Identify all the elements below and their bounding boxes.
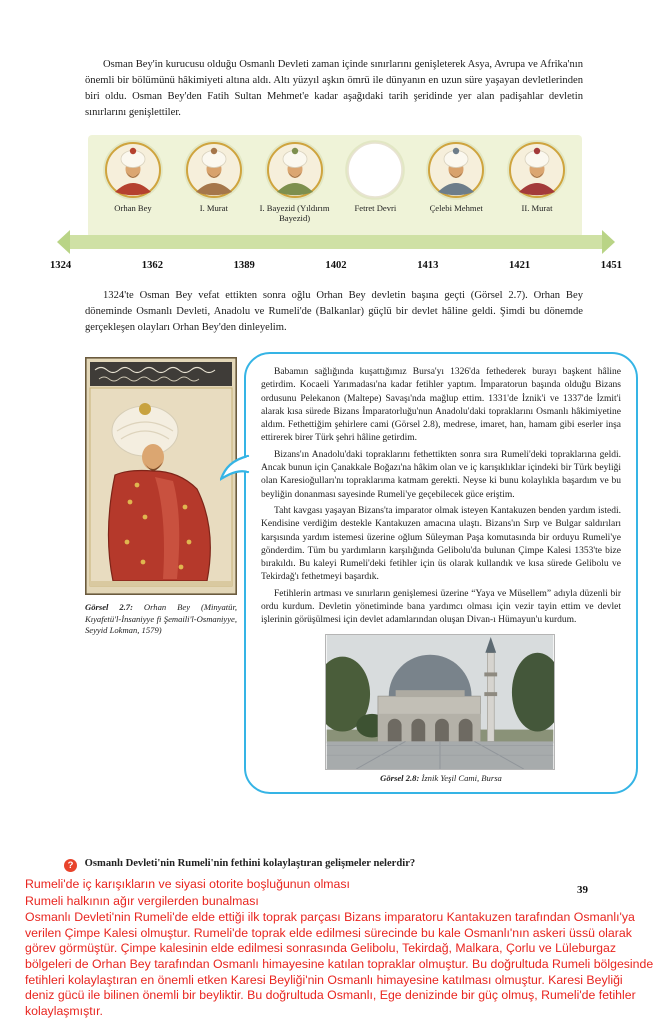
timeline-dates — [50, 260, 622, 271]
fetret-devri-empty-medallion-icon — [345, 140, 405, 200]
orhan-bey-miniature-image — [85, 357, 237, 595]
timeline-date: 1324 — [50, 260, 72, 271]
orhan-bey-miniature — [85, 357, 237, 637]
miniature-caption-text: Orhan Bey (Minyatür, Kıyafetü'l-İnsaniyye fi Şemaili'l-Osmaniyye, Seyyid Lokman, 1579) — [85, 602, 237, 636]
miniature-caption-label: Görsel 2.7: — [85, 602, 133, 612]
mosque-caption-text: İznik Yeşil Cami, Bursa — [419, 772, 502, 783]
murat-1-portrait-icon — [184, 140, 244, 200]
iznik-yesil-cami-photo-image — [325, 634, 555, 770]
speech-paragraph-1: Babamın sağlığında kuşattığımız Bursa'yı 1326'da fethederek burayı başkent hâline getirdim. Kocaeli Yarımadası'na kadar fetihler yaptım. İmparatorun başında olduğu Bizans ordusunu Pelekanon (Maltepe) Savaşı'nda mağlup ettim. 1331'de İznik'i ve 1337'de İzmit'i alarak kısa sürede Bizans İmparatorluğu'nun Anadolu'daki topraklarını Osmanlı hâkimiyetine aldım. Fethettiğim şehirlere cami (Görsel 2.8), medrese, imaret, han, hamam gibi eserler inşa ettirerek birer Türk şehri hâline getirdim. — [261, 367, 621, 444]
ruler-name: I. Bayezid (Yıldırım Bayezid) — [259, 203, 330, 223]
timeline-date: 1362 — [141, 260, 163, 271]
bayezid-1-portrait-icon — [265, 140, 325, 200]
question-text: Osmanlı Devleti'nin Rumeli'nin fethini kolaylaştıran gelişmeler nelerdir? — [84, 858, 416, 869]
mosque-photo-caption — [261, 773, 621, 783]
timeline-date: 1402 — [325, 260, 347, 271]
note-line-2: Rumeli halkının ağır vergilerden bunalması — [25, 893, 259, 908]
mosque-photo — [325, 634, 557, 770]
ruler-name: Orhan Bey — [114, 203, 152, 213]
timeline-ruler-murat-2 — [498, 140, 576, 236]
speech-paragraph-2: Bizans'ın Anadolu'daki topraklarını fethettikten sonra sıra Rumeli'deki topraklarına geldi. Ancak bunun için Çanakkale Boğazı'na hâkim olan ve iç karışıklıklar içindeki bir Türk beyliği olan Karesioğulları'nı topraklarıma katmam gerekti. Neyse ki bunu kolaylıkla başardım ve bu beyliğin donanması sayesinde Rumeli'ye geçebilecek güce eriştim. — [261, 449, 621, 500]
page-number: 39 — [577, 884, 588, 896]
timeline-date: 1389 — [233, 260, 255, 271]
timeline-ruler-orhan-bey — [94, 140, 172, 236]
note-line-1: Rumeli'de iç karışıkların ve siyasi otorite boşluğunun olması — [25, 877, 350, 891]
note-paragraph: Osmanlı Devleti'nin Rumeli'de elde ettiği ilk toprak parçası Bizans imparatoru Kantakuzen tarafından Osmanlı'ya verilen Çimpe Kalesi olmuştur. Rumeli'de toprak elde edilmesi sürecinde bu kale Osmanlı'nın askeri üssü olarak görev görmüştür. Çimpe kalesinin elde edilmesi sonrasında Gelibolu, Tekirdağ, Malkara, Çorlu ve Lüleburgaz bölgeleri de Orhan Bey tarafından Osmanlı himayesine katılan topraklar olmuştur. Bu doğrultuda Rumeli bölgesinde fetihleri kolaylaştıran en önemli etken Karesi Beyliği'nin Osmanlı himayesine katılması olmuştur. Karesi Beyliği deniz gücü ile bilinen önemli bir beyliktir. Bu doğrultuda Osmanlı, Ege denizinde bir güç olmuş, Rumeli'de fetihler kolaylaşmıştır. — [25, 910, 654, 1018]
miniature-caption — [85, 602, 237, 637]
ruler-name: Çelebi Mehmet — [429, 203, 483, 213]
discussion-question — [64, 858, 586, 872]
speech-paragraph-4: Fetihlerin artması ve sınırların genişlemesi üzerine “Yaya ve Müsellem” adıyla düzenli bir ordu kurdum. Devletin yönetiminde bana yardımcı olması için vezir tayin ettim ve devlet işlerinin görüşülmesi için devlet adamlarından oluşan Divan-ı Hümayun'u kurdum. — [261, 588, 621, 626]
mosque-caption-label: Görsel 2.8: — [380, 772, 420, 783]
ruler-name: II. Murat — [521, 203, 553, 213]
timeline-ruler-murat-1 — [175, 140, 253, 236]
timeline-ruler-celebi-mehmet — [417, 140, 495, 236]
timeline — [88, 135, 582, 238]
timeline-date: 1451 — [600, 260, 622, 271]
speech-paragraph-3: Taht kavgası yaşayan Bizans'ta imparator olmak isteyen Kantakuzen benden yardım istedi. Kendisine verdiğim destekle Kantakuzen amacına ulaştı. Bizans'ın Sırp ve Bulgar saldırıları karşısında yardım istemesi üzerine oğlum Süleyman Paşa komutasında bir orduyu Rumeli'ye gönderdim. Tüm bu yardımların karşılığında Gelibolu'da bulunan Çimpe Kalesi 1353'te bize bırakıldı. Bu kaleyi Rumeli'deki fetihler için üs olarak kullandık ve kısa sürede Gelibolu ve Tekirdağ'ı fethetmeyi başardık. — [261, 505, 621, 583]
handwritten-answer-notes — [25, 877, 655, 1019]
murat-2-portrait-icon — [507, 140, 567, 200]
timeline-date: 1413 — [417, 260, 439, 271]
question-mark-icon: ? — [64, 859, 77, 872]
speech-bubble-tail — [220, 452, 250, 482]
ruler-name: Fetret Devri — [354, 203, 397, 213]
timeline-ruler-fetret-devri — [336, 140, 414, 236]
timeline-arrow — [70, 235, 602, 249]
orhan-bey-portrait-icon — [103, 140, 163, 200]
timeline-ruler-bayezid-1 — [256, 140, 334, 236]
orhan-bey-speech-bubble — [244, 352, 638, 794]
timeline-date: 1421 — [508, 260, 531, 271]
ruler-name: I. Murat — [199, 203, 228, 213]
intro-paragraph: Osman Bey'in kurucusu olduğu Osmanlı Devleti zaman içinde sınırlarını genişleterek Asya, Avrupa ve Afrika'nın önemli bir bölümünü hâkimiyeti altına aldı. Altı yüzyıl aşkın ömrü ile dünyanın en uzun süre yaşayan devletlerinden biri oldu. Osman Bey'den Fatih Sultan Mehmet'e kadar aşağıdaki tarih şeridinde yer alan padişahlar devletin sınırlarını genişlettiler. — [85, 59, 583, 118]
second-paragraph: 1324'te Osman Bey vefat ettikten sonra oğlu Orhan Bey devletin başına geçti (Görsel 2.7). Orhan Bey döneminde Osmanlı Devleti, Anadolu ve Rumeli'de (Balkanlar) güçlü bir devlet hâline geldi. Şimdi bu dönemde gerçekleşen olayları Orhan Bey'den dinleyelim. — [85, 290, 583, 333]
celebi-mehmet-portrait-icon — [426, 140, 486, 200]
